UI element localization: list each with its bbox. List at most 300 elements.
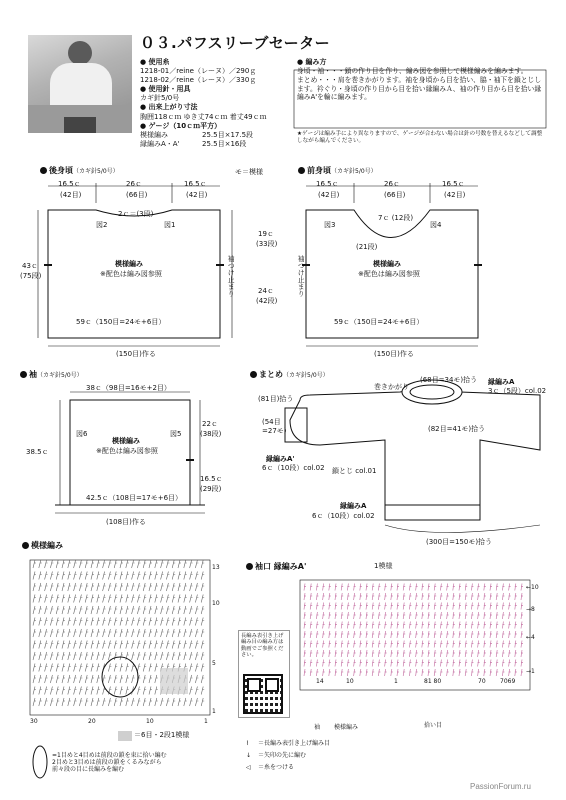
cuff-stitch-mark [447, 660, 449, 667]
cuff-stitch-mark [347, 603, 349, 610]
stitch-mark [79, 560, 82, 568]
cuff-stitch-mark [385, 612, 387, 619]
stitch-mark [68, 675, 71, 683]
cuff-stitch-mark [378, 631, 380, 638]
cuff-stitch-mark [509, 641, 511, 648]
cuff-stitch-mark [502, 660, 504, 667]
cuff-stitch-mark [347, 650, 349, 657]
stitch-mark [39, 675, 42, 683]
cuff-stitch-mark [447, 612, 449, 619]
cuff-stitch-mark [490, 641, 492, 648]
cuff-bottom-label: 袖 [314, 724, 321, 731]
col-mark: 7069 [500, 678, 516, 685]
stitch-mark [149, 583, 152, 591]
cuff-stitch-mark [465, 612, 467, 619]
stitch-mark [62, 618, 65, 626]
stitch-mark [45, 606, 48, 614]
row-mark: ←10 [526, 584, 539, 591]
cuff-stitch-mark [385, 631, 387, 638]
stitch-mark [79, 583, 82, 591]
cuff-stitch-mark [329, 660, 331, 667]
stitch-mark [184, 652, 187, 660]
stitch-mark [56, 641, 59, 649]
cuff-stitch-mark [521, 622, 523, 629]
row-mark: →1 [526, 668, 535, 675]
stitch-mark [103, 560, 106, 568]
stitch-mark [108, 583, 111, 591]
back-pattern: 模様編み [115, 260, 143, 268]
stitch-mark [62, 606, 65, 614]
stitch-mark [91, 560, 94, 568]
stitch-mark [161, 641, 164, 649]
cuff-stitch-mark [403, 641, 405, 648]
cuff-stitch-mark [354, 660, 356, 667]
cuff-stitch-mark [422, 603, 424, 610]
cuff-stitch-mark [329, 584, 331, 591]
stitch-mark [195, 652, 198, 660]
cuff-stitch-mark [378, 603, 380, 610]
stitch-mark [39, 687, 42, 695]
stitch-mark [108, 652, 111, 660]
cuff-stitch-mark [416, 669, 418, 676]
cuff-stitch-mark [304, 622, 306, 629]
stitch-mark [85, 583, 88, 591]
stitch-mark [97, 675, 100, 683]
stitch-mark [45, 641, 48, 649]
stitch-mark [114, 606, 117, 614]
stitch-mark [85, 698, 88, 706]
cuff-stitch-mark [490, 669, 492, 676]
stitch-mark [149, 641, 152, 649]
stitch-mark [137, 560, 140, 568]
stitch-mark [137, 618, 140, 626]
cuff-stitch-mark [335, 603, 337, 610]
stitch-mark [120, 572, 123, 580]
stitch-mark [155, 629, 158, 637]
cuff-stitch-mark [422, 622, 424, 629]
stitch-mark [143, 687, 146, 695]
cuff-stitch-mark [496, 603, 498, 610]
cuff-stitch-mark [478, 593, 480, 600]
stitch-mark [195, 572, 198, 580]
cuff-stitch-mark [515, 660, 517, 667]
stitch-mark [39, 572, 42, 580]
stitch-mark [62, 629, 65, 637]
fig-label: 図1 [164, 221, 176, 229]
stitch-mark [126, 698, 129, 706]
cuff-stitch-mark [416, 584, 418, 591]
cuff-stitch-mark [391, 641, 393, 648]
cuff-stitch-mark [447, 603, 449, 610]
cuff-stitch-mark [459, 584, 461, 591]
stitch-mark [166, 652, 169, 660]
stitch-mark [97, 687, 100, 695]
stitch-mark [149, 606, 152, 614]
stitch-mark [149, 629, 152, 637]
stitch-mark [132, 618, 135, 626]
cuff-stitch-mark [478, 612, 480, 619]
cuff-stitch-mark [385, 584, 387, 591]
video-qr-code[interactable] [243, 674, 283, 714]
cuff-stitch-mark [447, 650, 449, 657]
stitch-mark [33, 652, 36, 660]
neck-pick-2: (82目=41モ)拾う [428, 425, 486, 433]
sleeve-upper: 22ｃ [202, 420, 218, 428]
cuff-stitch-mark [366, 584, 368, 591]
stitch-mark [50, 629, 53, 637]
cuff-stitch-mark [515, 631, 517, 638]
stitch-mark [74, 687, 77, 695]
cuff-stitch-mark [453, 612, 455, 619]
stitch-mark [137, 652, 140, 660]
stitch-mark [68, 572, 71, 580]
stitch-mark [178, 606, 181, 614]
cuff-stitch-mark [316, 622, 318, 629]
cuff-stitch-mark [403, 660, 405, 667]
cuff-stitch-mark [416, 631, 418, 638]
cuff-stitch-mark [360, 660, 362, 667]
stitch-mark [126, 629, 129, 637]
stitch-mark [85, 606, 88, 614]
cuff-stitch-mark [409, 584, 411, 591]
cuff-stitch-mark [372, 631, 374, 638]
front-stitch-left: (42目) [318, 191, 340, 199]
stitch-mark [114, 675, 117, 683]
cuff-stitch-mark [459, 603, 461, 610]
cuff-stitch-mark [422, 669, 424, 676]
cuff-bottom-label: 拾い目 [424, 722, 443, 729]
stitch-mark [195, 641, 198, 649]
cuff-stitch-mark [465, 631, 467, 638]
stitch-mark [166, 606, 169, 614]
cuff-stitch-mark [509, 650, 511, 657]
col-mark: 81 80 [424, 678, 442, 685]
cuff-stitch-mark [347, 593, 349, 600]
cuff-stitch-mark [391, 584, 393, 591]
stitch-mark [195, 618, 198, 626]
attach-yarn-icon: ◁ [246, 764, 251, 772]
cuff-stitch-mark [434, 603, 436, 610]
cuff-stitch-mark [447, 593, 449, 600]
cuff-stitch-mark [385, 603, 387, 610]
stitch-mark [103, 572, 106, 580]
stitch-mark [149, 572, 152, 580]
back-width-left: 16.5ｃ [58, 180, 81, 188]
cuff-stitch-mark [447, 622, 449, 629]
cuff-stitch-mark [490, 622, 492, 629]
stitch-mark [184, 560, 187, 568]
stitch-mark [50, 606, 53, 614]
stitch-mark [190, 652, 193, 660]
stitch-mark [74, 595, 77, 603]
cuff-stitch-mark [323, 669, 325, 676]
cuff-stitch-mark [490, 650, 492, 657]
cuff-stitch-mark [391, 650, 393, 657]
cuff-stitch-mark [502, 641, 504, 648]
cuff-stitch-mark [490, 584, 492, 591]
front-heading: 前身頃（カギ針5/0号） [298, 165, 377, 176]
stitch-mark [74, 652, 77, 660]
stitch-mark [50, 618, 53, 626]
stitch-mark [79, 698, 82, 706]
x-tick: 20 [88, 718, 96, 725]
stitch-mark [74, 583, 77, 591]
cuff-stitch-mark [471, 641, 473, 648]
cuff-stitch-mark [403, 631, 405, 638]
stitch-mark [155, 572, 158, 580]
stitch-mark [195, 606, 198, 614]
stitch-mark [45, 595, 48, 603]
stitch-mark [114, 664, 117, 672]
stitch-mark [155, 698, 158, 706]
cuff-stitch-mark [397, 669, 399, 676]
cuff-stitch-mark [385, 593, 387, 600]
sleeve-lower: 16.5ｃ [200, 475, 223, 483]
cuff-stitch-mark [465, 660, 467, 667]
cuff-stitch-mark [329, 622, 331, 629]
finishing-heading: まとめ（カギ針5/0号） [250, 369, 329, 380]
stitch-mark [178, 641, 181, 649]
stitch-mark [85, 687, 88, 695]
row-mark: ←4 [526, 634, 535, 641]
stitch-mark [68, 560, 71, 568]
cuff-stitch-mark [341, 650, 343, 657]
cuff-stitch-mark [471, 669, 473, 676]
stitch-mark [155, 560, 158, 568]
stitch-mark [190, 664, 193, 672]
cuff-stitch-mark [347, 584, 349, 591]
cuff-stitch-mark [416, 641, 418, 648]
cuff-stitch-mark [347, 631, 349, 638]
cuff-stitch-mark [329, 650, 331, 657]
sleeve-lower-rows: (29段) [200, 485, 222, 493]
stitch-mark [50, 560, 53, 568]
cuff-stitch-mark [354, 622, 356, 629]
stitch-mark [120, 618, 123, 626]
col-mark: 70 [478, 678, 486, 685]
stitch-mark [39, 664, 42, 672]
cuff-stitch-mark [484, 593, 486, 600]
cuff-stitch-mark [310, 593, 312, 600]
stitch-mark [143, 572, 146, 580]
sleeve-pattern-note: ※配色は編み図参照 [96, 447, 158, 455]
cuff-stitch-mark [397, 584, 399, 591]
stitch-mark [91, 629, 94, 637]
sleeve-upper-rows: (38段) [200, 430, 222, 438]
cuff-stitch-mark [496, 650, 498, 657]
cuff-stitch-mark [422, 660, 424, 667]
cuff-stitch-mark [385, 669, 387, 676]
stitch-mark [201, 560, 204, 568]
cuff-stitch-mark [521, 593, 523, 600]
cuff-stitch-mark [447, 584, 449, 591]
symbol-note: 2目めと3目めは前段の鎖をくるみながら [52, 759, 162, 767]
stitch-mark [120, 641, 123, 649]
cuff-stitch-mark [335, 641, 337, 648]
stitch-mark [120, 583, 123, 591]
stitch-mark [143, 595, 146, 603]
stitch-mark [56, 664, 59, 672]
stitch-mark [161, 560, 164, 568]
cuff-stitch-mark [484, 612, 486, 619]
neck-edge-detail: 3ｃ（5段）col.02 [488, 387, 547, 395]
back-cast-on: (150目)作る [116, 350, 156, 358]
cuff-stitch-mark [409, 631, 411, 638]
stitch-mark [143, 629, 146, 637]
cuff-stitch-mark [502, 612, 504, 619]
side-rows: (42段) [256, 297, 278, 305]
front-width-center: 26ｃ [384, 180, 400, 188]
cuff-stitch-mark [453, 650, 455, 657]
cuff-stitch-mark [434, 660, 436, 667]
cuff-stitch-mark [409, 660, 411, 667]
gauge-row: 模様編み 25.5目×17.5段 [140, 130, 254, 139]
cuff-stitch-mark [428, 593, 430, 600]
cuff-stitch-mark [372, 669, 374, 676]
cuff-stitch-mark [465, 650, 467, 657]
y-tick: 13 [212, 564, 220, 571]
stitch-mark [39, 641, 42, 649]
stitch-mark [74, 664, 77, 672]
cuff-stitch-mark [416, 612, 418, 619]
stitch-mark [126, 664, 129, 672]
stitch-mark [79, 606, 82, 614]
stitch-mark [201, 629, 204, 637]
cuff-stitch-mark [484, 660, 486, 667]
stitch-mark [62, 698, 65, 706]
stitch-mark [97, 595, 100, 603]
stitch-mark [178, 583, 181, 591]
stitch-mark [184, 698, 187, 706]
stitch-mark [184, 618, 187, 626]
stitch-mark [33, 606, 36, 614]
fig-label: 図4 [430, 221, 442, 229]
hem-pick: (300目=150モ)拾う [426, 538, 493, 546]
cuff-stitch-mark [416, 603, 418, 610]
stitch-mark [79, 629, 82, 637]
stitch-mark [62, 664, 65, 672]
stitch-mark [172, 572, 175, 580]
cuff-stitch-mark [372, 593, 374, 600]
cuff-stitch-mark [440, 622, 442, 629]
stitch-mark [108, 560, 111, 568]
cuff-stitch-mark [409, 612, 411, 619]
cuff-stitch-mark [471, 631, 473, 638]
fig-label: 図5 [170, 430, 182, 438]
stitch-mark [126, 560, 129, 568]
cuff-stitch-mark [329, 612, 331, 619]
cuff-stitch-mark [496, 593, 498, 600]
stitch-mark [120, 560, 123, 568]
cuff-stitch-mark [335, 622, 337, 629]
cuff-stitch-mark [372, 650, 374, 657]
sleeve-bottom-inner: 42.5ｃ（108目=17モ+6目） [86, 494, 183, 502]
cuff-stitch-mark [304, 593, 306, 600]
cuff-stitch-mark [304, 631, 306, 638]
stitch-mark [45, 664, 48, 672]
cuff-stitch-mark [502, 650, 504, 657]
stitch-mark [184, 606, 187, 614]
stitch-mark [155, 652, 158, 660]
cuff-stitch-mark [316, 650, 318, 657]
cuff-stitch-mark [459, 631, 461, 638]
stitch-mark [120, 595, 123, 603]
cuff-stitch-mark [304, 650, 306, 657]
stitch-mark [85, 675, 88, 683]
cuff-stitch-mark [372, 584, 374, 591]
stitch-mark [201, 652, 204, 660]
stitch-mark [68, 583, 71, 591]
stitch-mark [68, 606, 71, 614]
cuff-stitch-mark [490, 612, 492, 619]
stitch-mark [149, 560, 152, 568]
stitch-mark [126, 606, 129, 614]
cuff-stitch-mark [521, 669, 523, 676]
cuff-stitch-mark [471, 650, 473, 657]
cuff-stitch-mark [403, 612, 405, 619]
stitch-mark [190, 595, 193, 603]
stitch-mark [79, 652, 82, 660]
cuff-stitch-mark [478, 631, 480, 638]
cuff-stitch-mark [366, 650, 368, 657]
stitch-mark [132, 652, 135, 660]
cuff-stitch-mark [409, 650, 411, 657]
back-width-center: 26ｃ [126, 180, 142, 188]
cuff-stitch-mark [465, 622, 467, 629]
cuff-stitch-mark [335, 650, 337, 657]
col-mark: 14 [316, 678, 324, 685]
stitch-mark [155, 595, 158, 603]
stitch-mark [33, 572, 36, 580]
cuff-stitch-mark [366, 660, 368, 667]
stitch-mark [137, 641, 140, 649]
stitch-mark [143, 618, 146, 626]
stitch-mark [39, 583, 42, 591]
cuff-edge: 縁編みA' [266, 455, 295, 463]
stitch-mark [85, 572, 88, 580]
stitch-mark [39, 698, 42, 706]
stitch-mark [143, 675, 146, 683]
stitch-mark [91, 664, 94, 672]
stitch-mark [50, 595, 53, 603]
stitch-mark [45, 618, 48, 626]
y-tick: 1 [212, 708, 216, 715]
stitch-mark [91, 595, 94, 603]
stitch-mark [68, 664, 71, 672]
cuff-stitch-mark [453, 584, 455, 591]
size-heading: ● 出来上がり寸法 [140, 103, 198, 112]
stitch-mark [190, 583, 193, 591]
cuff-stitch-mark [316, 641, 318, 648]
cuff-stitch-mark [316, 631, 318, 638]
back-heading: 後身頃（カギ針5/0号） [40, 165, 119, 176]
stitch-mark [103, 629, 106, 637]
yarn-2: 1218-02／reine（レーヌ）／330ｇ [140, 76, 257, 85]
stitch-mark [97, 572, 100, 580]
cuff-stitch-mark [496, 641, 498, 648]
cuff-stitch-mark [335, 669, 337, 676]
stitch-mark [91, 698, 94, 706]
cuff-stitch-mark [416, 622, 418, 629]
stitch-mark [85, 560, 88, 568]
cuff-stitch-mark [310, 584, 312, 591]
cuff-stitch-mark [323, 584, 325, 591]
stitch-mark [184, 583, 187, 591]
stitch-mark [91, 583, 94, 591]
stitch-mark [85, 641, 88, 649]
stitch-mark [85, 664, 88, 672]
stitch-mark [195, 675, 198, 683]
